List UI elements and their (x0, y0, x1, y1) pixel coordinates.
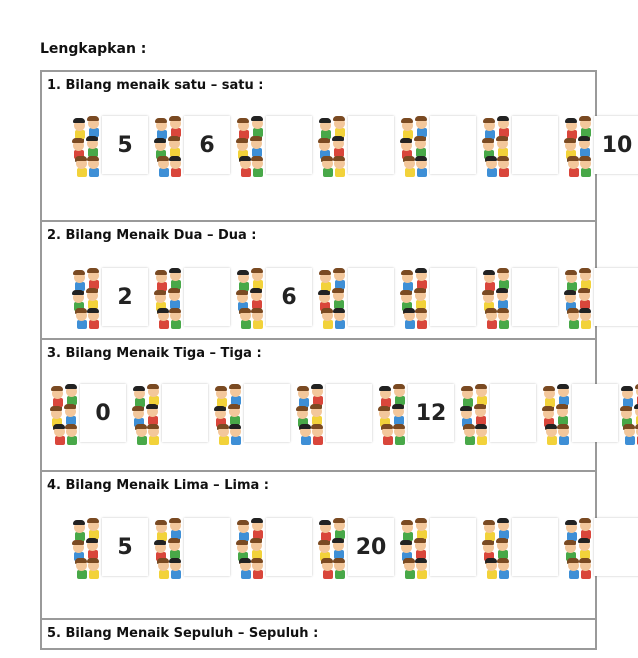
number-card: 10 (594, 116, 638, 174)
section-count-by-ten (42, 618, 595, 658)
section-count-by-two (42, 220, 595, 338)
number-card: 6 (266, 268, 312, 326)
kids-illustration (236, 518, 266, 576)
kids-illustration (154, 268, 184, 326)
blank-number-card[interactable] (162, 384, 208, 442)
number-card: 20 (348, 518, 394, 576)
kids-illustration (542, 384, 572, 442)
blank-number-card[interactable] (490, 384, 536, 442)
worksheet-heading: Lengkapkan : (40, 41, 147, 57)
kids-illustration (296, 384, 326, 442)
section-title: 5. Bilang Menaik Sepuluh – Sepuluh : (47, 626, 319, 641)
kids-illustration (482, 116, 512, 174)
kids-illustration (50, 384, 80, 442)
section-title: 3. Bilang Menaik Tiga – Tiga : (47, 346, 262, 361)
section-title: 2. Bilang Menaik Dua – Dua : (47, 228, 257, 243)
kids-illustration (154, 116, 184, 174)
section-title: 4. Bilang Menaik Lima – Lima : (47, 478, 269, 493)
kids-illustration (318, 116, 348, 174)
blank-number-card[interactable] (244, 384, 290, 442)
blank-number-card[interactable] (184, 268, 230, 326)
blank-number-card[interactable] (430, 268, 476, 326)
kids-illustration (318, 268, 348, 326)
worksheet-frame (40, 70, 633, 650)
blank-number-card[interactable] (184, 518, 230, 576)
kids-illustration (564, 116, 594, 174)
blank-number-card[interactable] (512, 268, 558, 326)
kids-illustration (564, 268, 594, 326)
blank-number-card[interactable] (266, 116, 312, 174)
number-card: 2 (102, 268, 148, 326)
blank-number-card[interactable] (512, 116, 558, 174)
kids-illustration (72, 518, 102, 576)
blank-number-card[interactable] (266, 518, 312, 576)
kids-illustration (482, 518, 512, 576)
number-sequence (42, 340, 595, 470)
blank-number-card[interactable] (430, 518, 476, 576)
kids-illustration (318, 518, 348, 576)
blank-number-card[interactable] (572, 384, 618, 442)
section-count-by-one (42, 72, 633, 220)
number-card: 6 (184, 116, 230, 174)
blank-number-card[interactable] (326, 384, 372, 442)
kids-illustration (564, 518, 594, 576)
kids-illustration (400, 268, 430, 326)
section-count-by-three (42, 338, 595, 470)
number-card: 5 (102, 116, 148, 174)
number-sequence (42, 222, 595, 338)
kids-illustration (132, 384, 162, 442)
number-sequence (42, 472, 595, 618)
blank-number-card[interactable] (348, 116, 394, 174)
blank-number-card[interactable] (512, 518, 558, 576)
number-sequence (42, 72, 633, 220)
kids-illustration (460, 384, 490, 442)
kids-illustration (482, 268, 512, 326)
section-title: 1. Bilang menaik satu – satu : (47, 78, 264, 93)
blank-number-card[interactable] (594, 518, 638, 576)
kids-illustration (378, 384, 408, 442)
number-card: 5 (102, 518, 148, 576)
kids-illustration (620, 384, 638, 442)
blank-number-card[interactable] (348, 268, 394, 326)
blank-number-card[interactable] (430, 116, 476, 174)
blank-number-card[interactable] (594, 268, 638, 326)
kids-illustration (154, 518, 184, 576)
kids-illustration (72, 268, 102, 326)
kids-illustration (236, 116, 266, 174)
kids-illustration (236, 268, 266, 326)
kids-illustration (400, 116, 430, 174)
kids-illustration (400, 518, 430, 576)
number-card: 12 (408, 384, 454, 442)
kids-illustration (214, 384, 244, 442)
section-count-by-five (42, 470, 595, 618)
kids-illustration (72, 116, 102, 174)
number-card: 0 (80, 384, 126, 442)
